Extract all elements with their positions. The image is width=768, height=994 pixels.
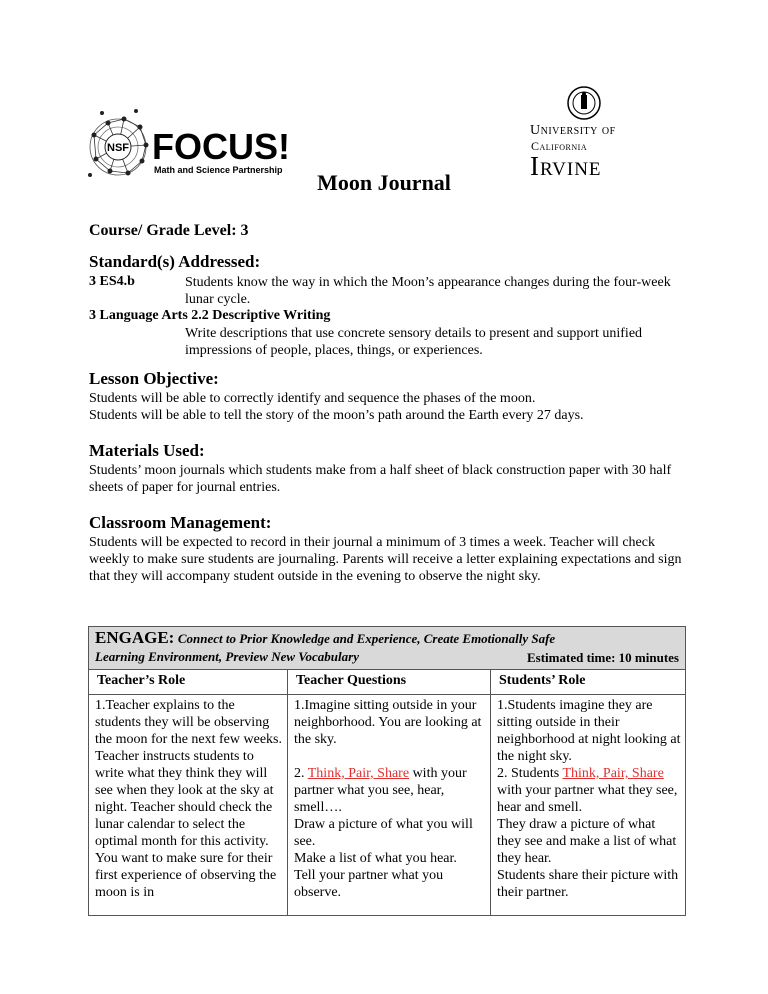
col-teacher-role: Teacher’s Role — [89, 670, 288, 695]
materials-text: Students’ moon journals which students make from a half sheet of black construction paper with 30 half sheets of paper for journal entries. — [89, 463, 672, 495]
course-grade-level: Course/ Grade Level: 3 — [89, 222, 249, 239]
uci-california-text: California — [531, 139, 588, 153]
question-5: Tell your partner what you observe. — [294, 868, 444, 900]
question-1: 1.Imagine sitting outside in your neighborhood. You are looking at the sky. — [294, 698, 482, 747]
objective-line-2: Students will be able to tell the story of the moon’s path around the Earth every 27 days. — [89, 408, 584, 423]
col-teacher-questions: Teacher Questions — [288, 670, 491, 695]
student-step-2: 2. Students Think, Pair, Share with your partner what they see, hear and smell. — [497, 766, 678, 815]
management-heading: Classroom Management: — [89, 513, 272, 532]
objective-heading: Lesson Objective: — [89, 369, 219, 388]
engage-subtitle-2: Learning Environment, Preview New Vocabulary — [95, 649, 359, 664]
question-3: Draw a picture of what you will see. — [294, 817, 473, 849]
col-students-role: Students’ Role — [491, 670, 686, 695]
engage-title: ENGAGE: — [95, 628, 175, 647]
engage-table — [88, 626, 686, 916]
think-pair-share-link-2[interactable]: Think, Pair, Share — [562, 766, 664, 781]
uci-irvine-text: Irvine — [530, 151, 602, 181]
student-step-1: 1.Students imagine they are sitting outside in their neighborhood at night looking at the night sky. — [497, 698, 681, 764]
question-2: 2. Think, Pair, Share with your partner what you see, hear, smell…. — [294, 766, 467, 815]
standard-1-text: Students know the way in which the Moon’s appearance changes during the four-week lunar cycle. — [185, 275, 671, 307]
teacher-role-text: 1.Teacher explains to the students they will be observing the moon for the next few weeks. Teacher instructs students to write what they think they will see when they look at the sky at night. Teacher should check the lunar calendar to select the optimal month for this activity. You want to make sure for their first experience of observing the moon is in — [95, 698, 282, 900]
uci-seal-icon — [567, 86, 601, 120]
standard-2-text: Write descriptions that use concrete sensory details to present and support unified impressions of people, places, things, or experiences. — [185, 326, 643, 358]
engage-subtitle-1: Connect to Prior Knowledge and Experience, Create Emotionally Safe — [177, 631, 556, 646]
student-step-4: Students share their picture with their partner. — [497, 868, 679, 900]
focus-tagline: Math and Science Partnership — [154, 165, 283, 175]
management-text: Students will be expected to record in their journal a minimum of 3 times a week. Teacher will check weekly to make sure students are journaling. Parents will receive a letter explaining expectations and sign that they will accompany student outside in the evening to observe the night sky. — [89, 535, 682, 584]
student-step-3: They draw a picture of what they see and make a list of what they hear. — [497, 817, 677, 866]
materials-heading: Materials Used: — [89, 441, 205, 460]
uci-university-text: University of — [530, 123, 616, 138]
standard-1-code: 3 ES4.b — [89, 274, 135, 289]
focus-word: FOCUS! — [152, 126, 290, 167]
engage-header — [89, 627, 686, 670]
uci-logo — [530, 86, 630, 181]
standard-2-heading: 3 Language Arts 2.2 Descriptive Writing — [89, 308, 331, 323]
engage-time: Estimated time: 10 minutes — [526, 650, 679, 665]
students-role-cell — [491, 695, 686, 916]
teacher-questions-cell — [288, 695, 491, 916]
standards-heading: Standard(s) Addressed: — [89, 252, 261, 271]
page-title: Moon Journal — [317, 170, 451, 195]
teacher-role-cell — [89, 695, 288, 916]
objective-line-1: Students will be able to correctly identify and sequence the phases of the moon. — [89, 391, 536, 406]
think-pair-share-link[interactable]: Think, Pair, Share — [307, 766, 410, 781]
nsf-text: NSF — [107, 142, 129, 154]
question-4: Make a list of what you hear. — [294, 851, 457, 866]
